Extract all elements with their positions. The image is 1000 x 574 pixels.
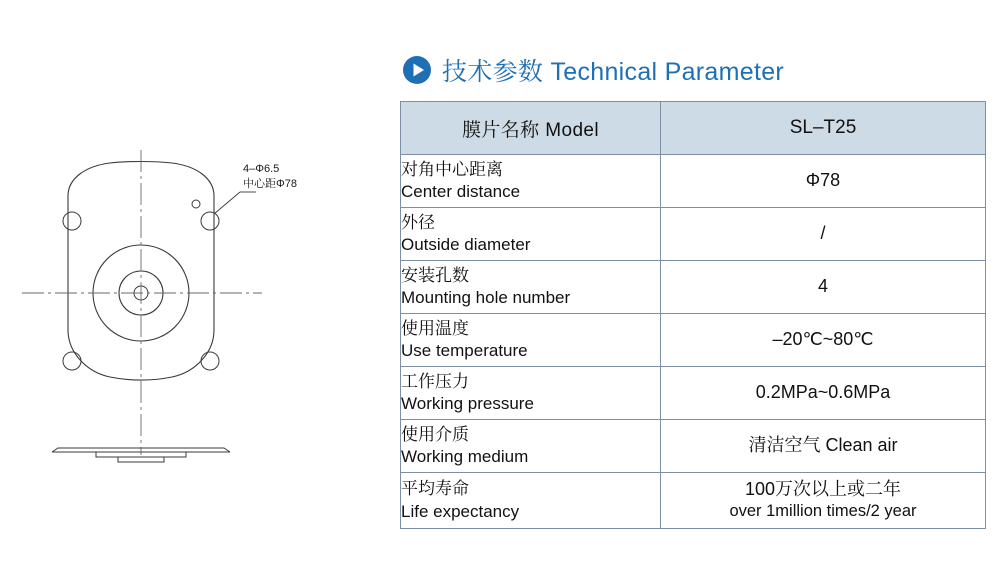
row-label-mounting-hole-number — [401, 261, 661, 314]
row-value-line1: 100万次以上或二年 — [744, 478, 902, 499]
table-row — [401, 208, 986, 261]
row-label-cn: 对角中心距离 — [401, 159, 503, 179]
section-heading — [400, 48, 985, 92]
row-label-cn: 外径 — [401, 212, 435, 232]
row-label-outside-diameter — [401, 208, 661, 261]
drawing-annotation-hole-size: 4–Φ6.5 — [243, 163, 280, 175]
table-row — [401, 367, 986, 420]
table-row — [401, 261, 986, 314]
row-value-life-expectancy — [661, 473, 986, 529]
table-row — [401, 155, 986, 208]
table-header-row — [401, 102, 986, 155]
row-label-en: Use temperature — [401, 341, 528, 360]
table-header-value: SL–T25 — [661, 102, 986, 155]
row-label-en: Working pressure — [401, 394, 534, 413]
row-label-cn: 安装孔数 — [401, 265, 469, 285]
row-label-en: Outside diameter — [401, 235, 531, 254]
row-label-use-temperature — [401, 314, 661, 367]
drawing-annotation-center-distance: 中心距Φ78 — [243, 178, 298, 190]
row-value-working-pressure: 0.2MPa~0.6MPa — [661, 367, 986, 420]
row-value-outside-diameter: / — [661, 208, 986, 261]
row-label-en: Mounting hole number — [401, 288, 571, 307]
row-label-cn: 使用温度 — [401, 318, 469, 338]
table-row — [401, 420, 986, 473]
play-circle-icon — [402, 55, 432, 85]
drawing-panel — [0, 0, 390, 574]
row-label-center-distance — [401, 155, 661, 208]
row-label-en: Center distance — [401, 182, 521, 201]
specification-table — [400, 101, 986, 529]
row-label-cn: 工作压力 — [401, 371, 469, 391]
row-label-en: Life expectancy — [401, 501, 520, 521]
row-label-working-pressure — [401, 367, 661, 420]
row-label-working-medium — [401, 420, 661, 473]
page-title-cn: 技术参数 — [442, 58, 544, 86]
table-row — [401, 314, 986, 367]
page-title — [442, 52, 784, 88]
row-label-cn: 平均寿命 — [401, 479, 469, 499]
row-label-cn: 使用介质 — [401, 424, 469, 444]
row-value-use-temperature: –20℃~80℃ — [661, 314, 986, 367]
row-label-life-expectancy — [401, 473, 661, 529]
technical-parameter-section — [400, 48, 985, 529]
diaphragm-technical-drawing — [0, 0, 390, 574]
table-row — [401, 473, 986, 529]
row-value-line2: over 1million times/2 year — [729, 502, 917, 521]
row-label-en: Working medium — [401, 447, 529, 466]
row-value-center-distance: Φ78 — [661, 155, 986, 208]
row-value-mounting-hole-number: 4 — [661, 261, 986, 314]
row-value-working-medium: 清洁空气 Clean air — [661, 420, 986, 473]
page-title-en: Technical Parameter — [550, 58, 785, 86]
table-header-label: 膜片名称 Model — [401, 102, 661, 155]
